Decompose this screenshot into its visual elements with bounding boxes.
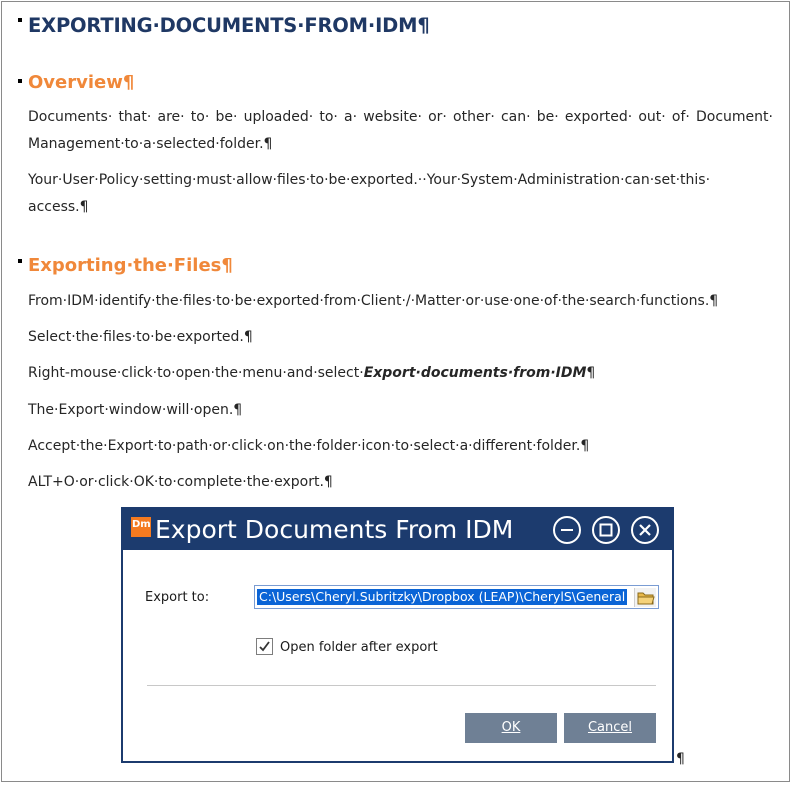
minimize-icon[interactable] [553,516,581,544]
export-to-label: Export to: [145,590,210,605]
bullet-marker [18,259,22,263]
folder-icon[interactable] [634,588,656,607]
dm-logo: Dm [131,517,151,537]
document-title: EXPORTING·DOCUMENTS·FROM·IDM¶ [28,14,430,37]
step-paragraph: Select·the·files·to·be·exported.¶ [28,329,253,345]
export-path-input[interactable] [254,585,659,609]
step-text: Right-mouse·click·to·open·the·menu·and·select· [28,365,364,381]
overview-paragraph-2: Your·User·Policy·setting·must·allow·files·to·be·exported.··Your·System·Administration·can·set·this· access.¶ [28,172,711,215]
bullet-marker [18,79,22,83]
pilcrow: ¶ [586,365,596,381]
step-paragraph-right-click [28,360,595,387]
maximize-icon[interactable] [592,516,620,544]
ok-button-label: OK [501,720,521,735]
ok-button[interactable] [465,713,557,743]
step-paragraph: From·IDM·identify·the·files·to·be·exported·from·Client·/·Matter·or·use·one·of·the·search·functions.¶ [28,293,719,309]
cancel-button[interactable] [564,713,656,743]
cancel-button-label: Cancel [587,720,633,735]
export-path-value: C:\Users\Cheryl.Subritzky\Dropbox (LEAP)\CherylS\General [259,589,626,604]
dialog-separator [147,685,656,686]
open-folder-label[interactable]: Open folder after export [280,640,438,655]
heading-overview: Overview¶ [28,72,135,93]
step-paragraph: Accept·the·Export·to·path·or·click·on·the·folder·icon·to·select·a·different·folder.¶ [28,438,590,454]
step-emphasis: Export·documents·from·IDM [363,365,587,381]
export-dialog [121,507,674,763]
dialog-title: Export Documents From IDM [155,515,514,544]
bullet-marker [18,18,22,22]
dialog-titlebar[interactable] [123,509,672,550]
overview-paragraph-1: Documents· that· are· to· be· uploaded· to· a· website· or· other· can· be· exported· out· of· Document· Management·to·a·selected·folder.¶ [28,109,773,152]
close-icon[interactable] [631,516,659,544]
end-pilcrow: ¶ [676,751,685,767]
heading-exporting-files: Exporting·the·Files¶ [28,255,233,276]
open-folder-checkbox[interactable] [256,638,273,655]
checkmark-icon [257,639,272,654]
step-paragraph: ALT+O·or·click·OK·to·complete·the·export.¶ [28,474,333,490]
step-paragraph: The·Export·window·will·open.¶ [28,402,243,418]
